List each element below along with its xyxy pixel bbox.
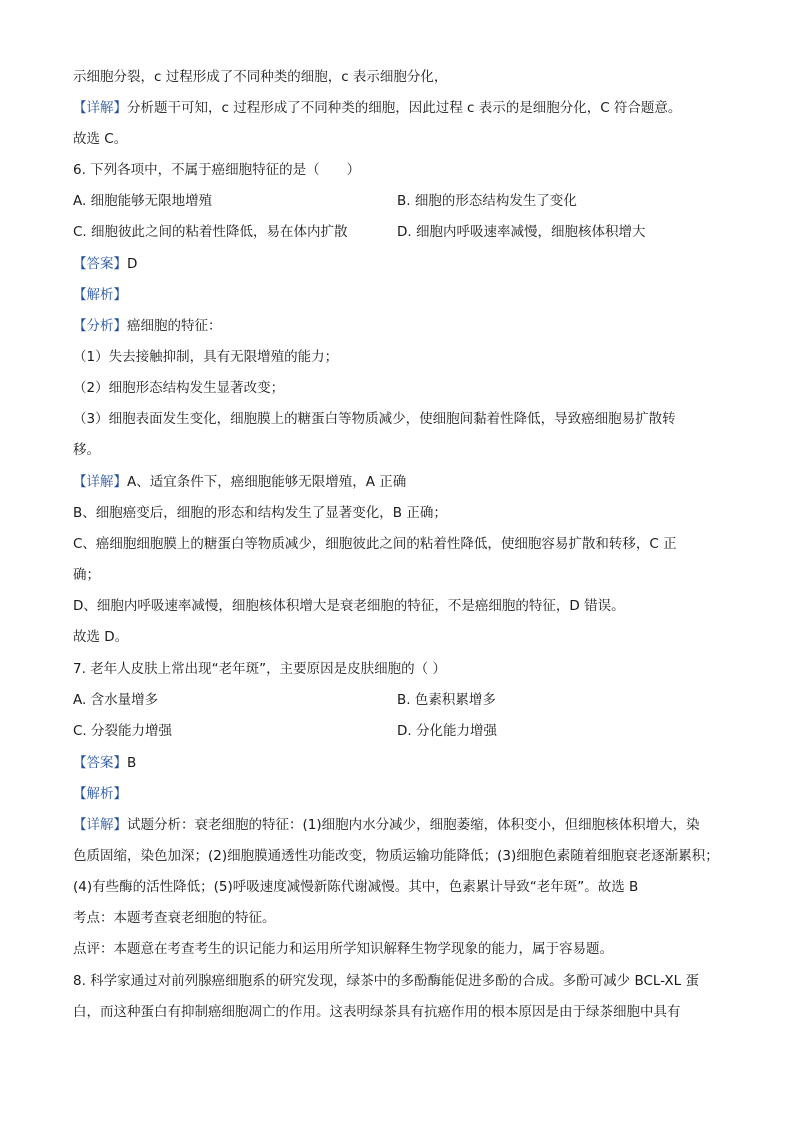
q6-option-d: D. 细胞内呼吸速率减慢，细胞核体积增大 [397, 224, 646, 240]
detail-text: A、适宜条件下，癌细胞能够无限增殖，A 正确 [127, 474, 407, 490]
detail-text: 分析题干可知，c 过程形成了不同种类的细胞，因此过程 c 表示的是细胞分化，C 符合题意。 [127, 100, 682, 116]
fenxi-text: 癌细胞的特征： [127, 318, 222, 334]
q7-answer [73, 753, 136, 773]
text-line: （2）细胞形态结构发生显著改变； [73, 380, 285, 396]
text-line: B、细胞癌变后，细胞的形态和结构发生了显著变化，B 正确； [73, 505, 447, 521]
text-line: 考点：本题考查衰老细胞的特征。 [73, 910, 276, 926]
question-7-stem: 7. 老年人皮肤上常出现“老年斑”，主要原因是皮肤细胞的（ ） [73, 661, 446, 677]
text-line [73, 316, 222, 336]
text-line: （1）失去接触抑制，具有无限增殖的能力； [73, 349, 339, 365]
text-line: C、癌细胞细胞膜上的糖蛋白等物质减少，细胞彼此之间的粘着性降低，使细胞容易扩散和转移，C 正 [73, 536, 677, 552]
section-tag-analysis: 【解析】 [73, 786, 127, 802]
q6-option-c: C. 细胞彼此之间的粘着性降低，易在体内扩散 [73, 224, 348, 240]
q7-option-c: C. 分裂能力增强 [73, 723, 173, 739]
detail-text: 试题分析：衰老细胞的特征：(1)细胞内水分减少，细胞萎缩，体积变小，但细胞核体积增大，染 [127, 817, 700, 833]
question-8-stem: 8. 科学家通过对前列腺癌细胞系的研究发现，绿茶中的多酚酶能促进多酚的合成。多酚可减少 BCL-XL 蛋 [73, 973, 699, 989]
section-tag-detail: 【详解】 [73, 817, 127, 833]
text-line [73, 472, 406, 492]
text-line: D、细胞内呼吸速率减慢，细胞核体积增大是衰老细胞的特征，不是癌细胞的特征，D 错误。 [73, 598, 625, 614]
q6-option-b: B. 细胞的形态结构发生了变化 [397, 193, 577, 209]
section-tag-answer: 【答案】 [73, 256, 127, 272]
text-line: 示细胞分裂，c 过程形成了不同种类的细胞，c 表示细胞分化， [73, 69, 448, 85]
section-tag-answer: 【答案】 [73, 755, 127, 771]
text-line [73, 815, 700, 835]
section-tag-analysis: 【解析】 [73, 287, 127, 303]
text-line: 故选 D。 [73, 629, 129, 645]
text-line: 色质固缩，染色加深；(2)细胞膜通透性功能改变，物质运输功能降低；(3)细胞色素随着细胞衰老逐渐累积； [73, 848, 719, 864]
section-tag-fenxi: 【分析】 [73, 318, 127, 334]
text-line: （3）细胞表面发生变化，细胞膜上的糖蛋白等物质减少，使细胞间黏着性降低，导致癌细胞易扩散转 [73, 411, 676, 427]
text-line: 白，而这种蛋白有抑制癌细胞凋亡的作用。这表明绿茶具有抗癌作用的根本原因是由于绿茶细胞中具有 [73, 1004, 681, 1020]
question-6-stem: 6. 下列各项中，不属于癌细胞特征的是（ ） [73, 162, 361, 178]
q7-option-d: D. 分化能力增强 [397, 723, 497, 739]
answer-value: B [127, 755, 137, 771]
q6-option-a: A. 细胞能够无限地增殖 [73, 193, 213, 209]
text-line: (4)有些酶的活性降低；(5)呼吸速度减慢新陈代谢减慢。其中，色素累计导致“老年斑”。故选 B [73, 879, 639, 895]
q7-option-b: B. 色素积累增多 [397, 692, 496, 708]
text-line: 故选 C。 [73, 131, 128, 147]
q6-answer [73, 254, 137, 274]
section-tag-detail: 【详解】 [73, 100, 127, 116]
text-line: 点评：本题意在考查考生的识记能力和运用所学知识解释生物学现象的能力，属于容易题。 [73, 941, 613, 957]
q7-option-a: A. 含水量增多 [73, 692, 159, 708]
text-line: 移。 [73, 442, 100, 458]
text-line [73, 98, 681, 118]
text-line: 确； [73, 567, 100, 583]
section-tag-detail: 【详解】 [73, 474, 127, 490]
answer-value: D [127, 256, 138, 272]
